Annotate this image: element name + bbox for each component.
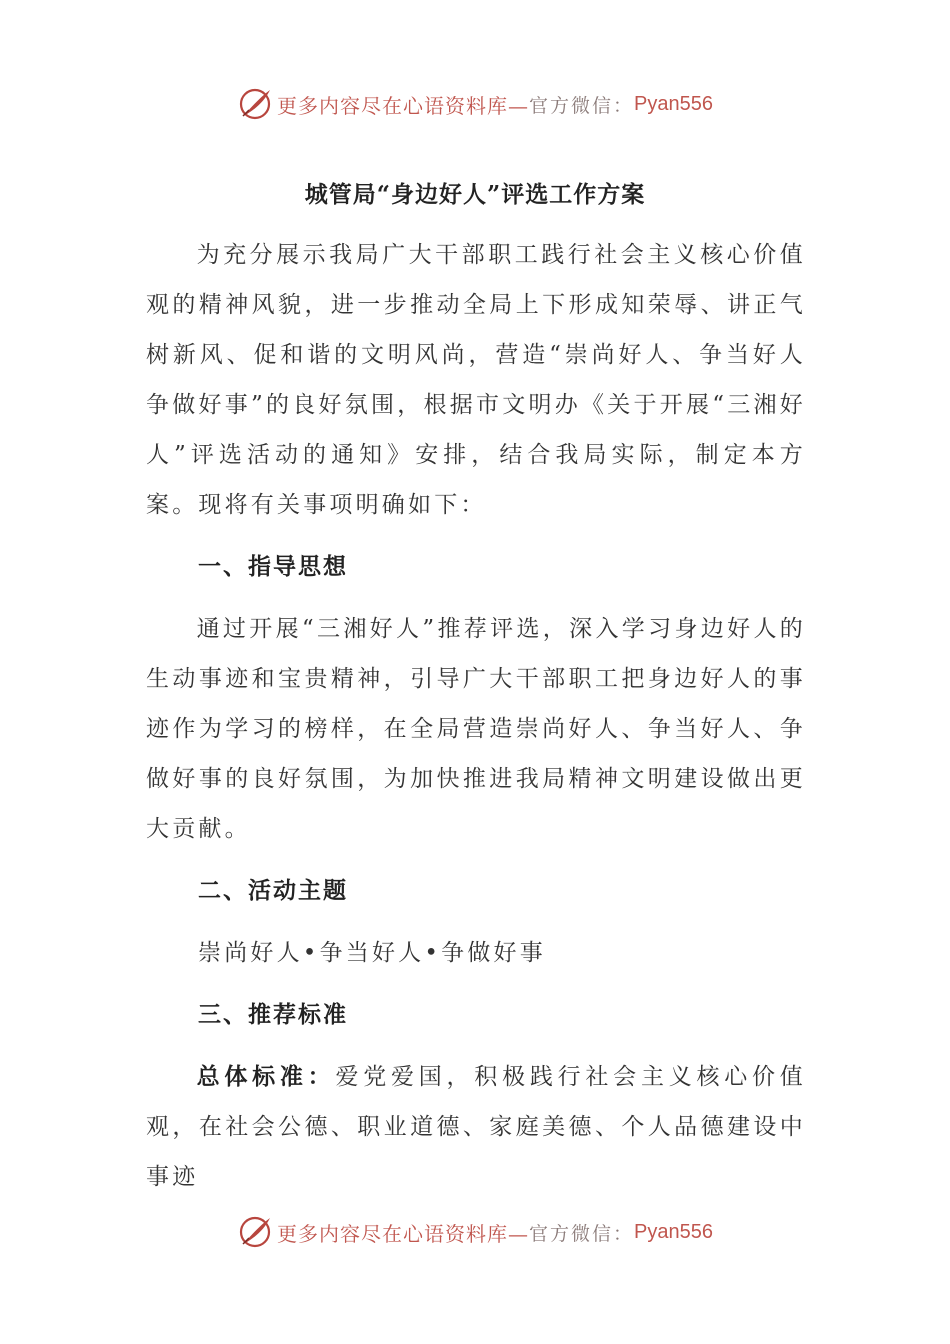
section-heading-criteria: 三、推荐标准 xyxy=(198,1001,348,1028)
watermark-wechat-id: Pyan556 xyxy=(634,92,713,115)
watermark-text: 更多内容尽在心语资料库— xyxy=(277,1221,529,1246)
quill-pen-logo-icon xyxy=(237,1214,273,1250)
criteria-lead-label: 总体标准： xyxy=(196,1063,336,1090)
watermark-wechat-label: 官方微信： xyxy=(529,1222,635,1245)
section-paragraph-theme: 崇尚好人•争当好人•争做好事 xyxy=(198,940,546,966)
section-heading-guiding-thought: 一、指导思想 xyxy=(198,553,348,580)
section-paragraph-guiding-thought: 通过开展“三湘好人”推荐评选，深入学习身边好人的生动事迹和宝贵精神，引导广大干部职工把身边好人的事迹作为学习的榜样，在全局营造崇尚好人、争当好人、争做好事的良好氛围，为加快推进我局精神文明建设做出更大贡献。 xyxy=(146,616,806,842)
criteria-body-text: 爱党爱国，积极践行社会主义核心价值观，在社会公德、职业道德、家庭美德、个人品德建设中事迹 xyxy=(146,1064,806,1190)
watermark-wechat-id: Pyan556 xyxy=(634,1220,713,1243)
section-heading-theme: 二、活动主题 xyxy=(198,877,348,904)
intro-paragraph: 为充分展示我局广大干部职工践行社会主义核心价值观的精神风貌，进一步推动全局上下形成知荣辱、讲正气树新风、促和谐的文明风尚，营造“崇尚好人、争当好人争做好事”的良好氛围，根据市文明办《关于开展“三湘好人”评选活动的通知》安排，结合我局实际，制定本方案。现将有关事项明确如下： xyxy=(146,242,806,518)
document-body xyxy=(146,230,806,1202)
quill-pen-logo-icon xyxy=(237,86,273,122)
section-paragraph-criteria xyxy=(146,1052,806,1202)
watermark-wechat-label: 官方微信： xyxy=(529,94,635,117)
watermark-text: 更多内容尽在心语资料库— xyxy=(277,93,529,118)
document-title: 城管局“身边好人”评选工作方案 xyxy=(304,181,646,208)
watermark-banner-top xyxy=(0,84,950,124)
watermark-banner-bottom xyxy=(0,1212,950,1252)
